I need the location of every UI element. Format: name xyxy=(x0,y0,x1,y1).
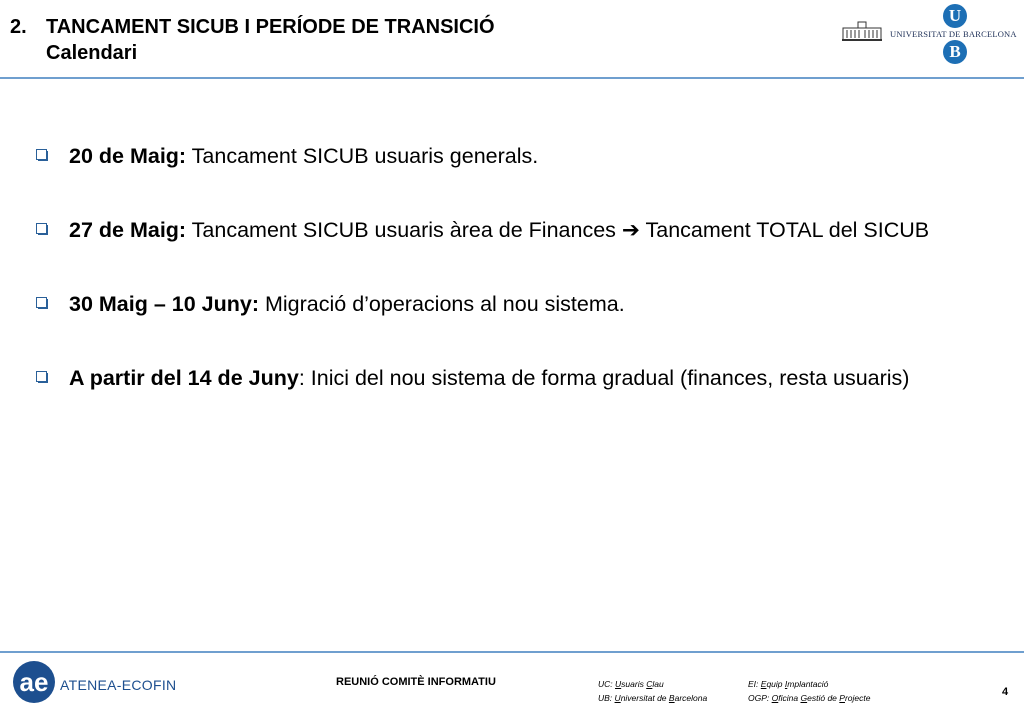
bullet-text: : Inici del nou sistema de forma gradual (finances, resta usuaris) xyxy=(298,366,910,390)
bullet-date: 20 de Maig: xyxy=(69,144,187,168)
meeting-title: REUNIÓ COMITÈ INFORMATIU xyxy=(336,676,496,688)
brand-name: ATENEA-ECOFIN xyxy=(60,677,177,693)
checkbox-bullet-icon xyxy=(36,371,49,384)
bullet-item xyxy=(34,290,964,318)
atenea-logo-icon xyxy=(12,660,58,704)
checkbox-bullet-icon xyxy=(36,223,49,236)
logo-circle-u: U xyxy=(943,4,967,28)
abbreviation-legend-left xyxy=(598,677,707,705)
logo-circle-b: B xyxy=(943,40,967,64)
footer-divider xyxy=(0,651,1024,653)
legend-line: OGP: Oficina Gestió de Projecte xyxy=(748,693,871,703)
section-number: 2. xyxy=(10,16,27,38)
header-divider xyxy=(0,77,1024,79)
legend-line: EI: Equip Implantació xyxy=(748,679,829,689)
page-number: 4 xyxy=(1002,686,1009,698)
subtitle: Calendari xyxy=(46,42,138,64)
svg-text:ae: ae xyxy=(19,667,49,697)
bullet-text: Migració d’operacions al nou sistema. xyxy=(259,292,625,316)
university-logo xyxy=(842,2,1022,66)
building-icon xyxy=(842,20,882,42)
bullet-date: A partir del 14 de Juny xyxy=(69,366,299,390)
bullet-text: Tancament SICUB usuaris generals. xyxy=(186,144,539,168)
bullet-text: Tancament SICUB usuaris àrea de Finances xyxy=(186,218,616,242)
abbreviation-legend-right xyxy=(748,677,870,705)
university-name: UNIVERSITAT DE BARCELONA xyxy=(890,29,1017,39)
slide-title xyxy=(10,14,495,66)
bullet-date: 30 Maig – 10 Juny: xyxy=(69,292,259,316)
title-text: TANCAMENT SICUB I PERÍODE DE TRANSICIÓ xyxy=(46,16,495,38)
legend-line: UB: Universitat de Barcelona xyxy=(598,693,708,703)
checkbox-bullet-icon xyxy=(36,297,49,310)
bullet-item xyxy=(34,142,964,170)
bullet-list xyxy=(34,142,964,438)
arrow-right-icon: ➔ xyxy=(621,218,640,242)
bullet-text-continued: Tancament TOTAL del SICUB xyxy=(639,218,930,242)
bullet-item xyxy=(34,364,964,392)
bullet-item xyxy=(34,216,964,244)
checkbox-bullet-icon xyxy=(36,149,49,162)
legend-line: UC: Usuaris Clau xyxy=(598,679,664,689)
bullet-date: 27 de Maig: xyxy=(69,218,187,242)
